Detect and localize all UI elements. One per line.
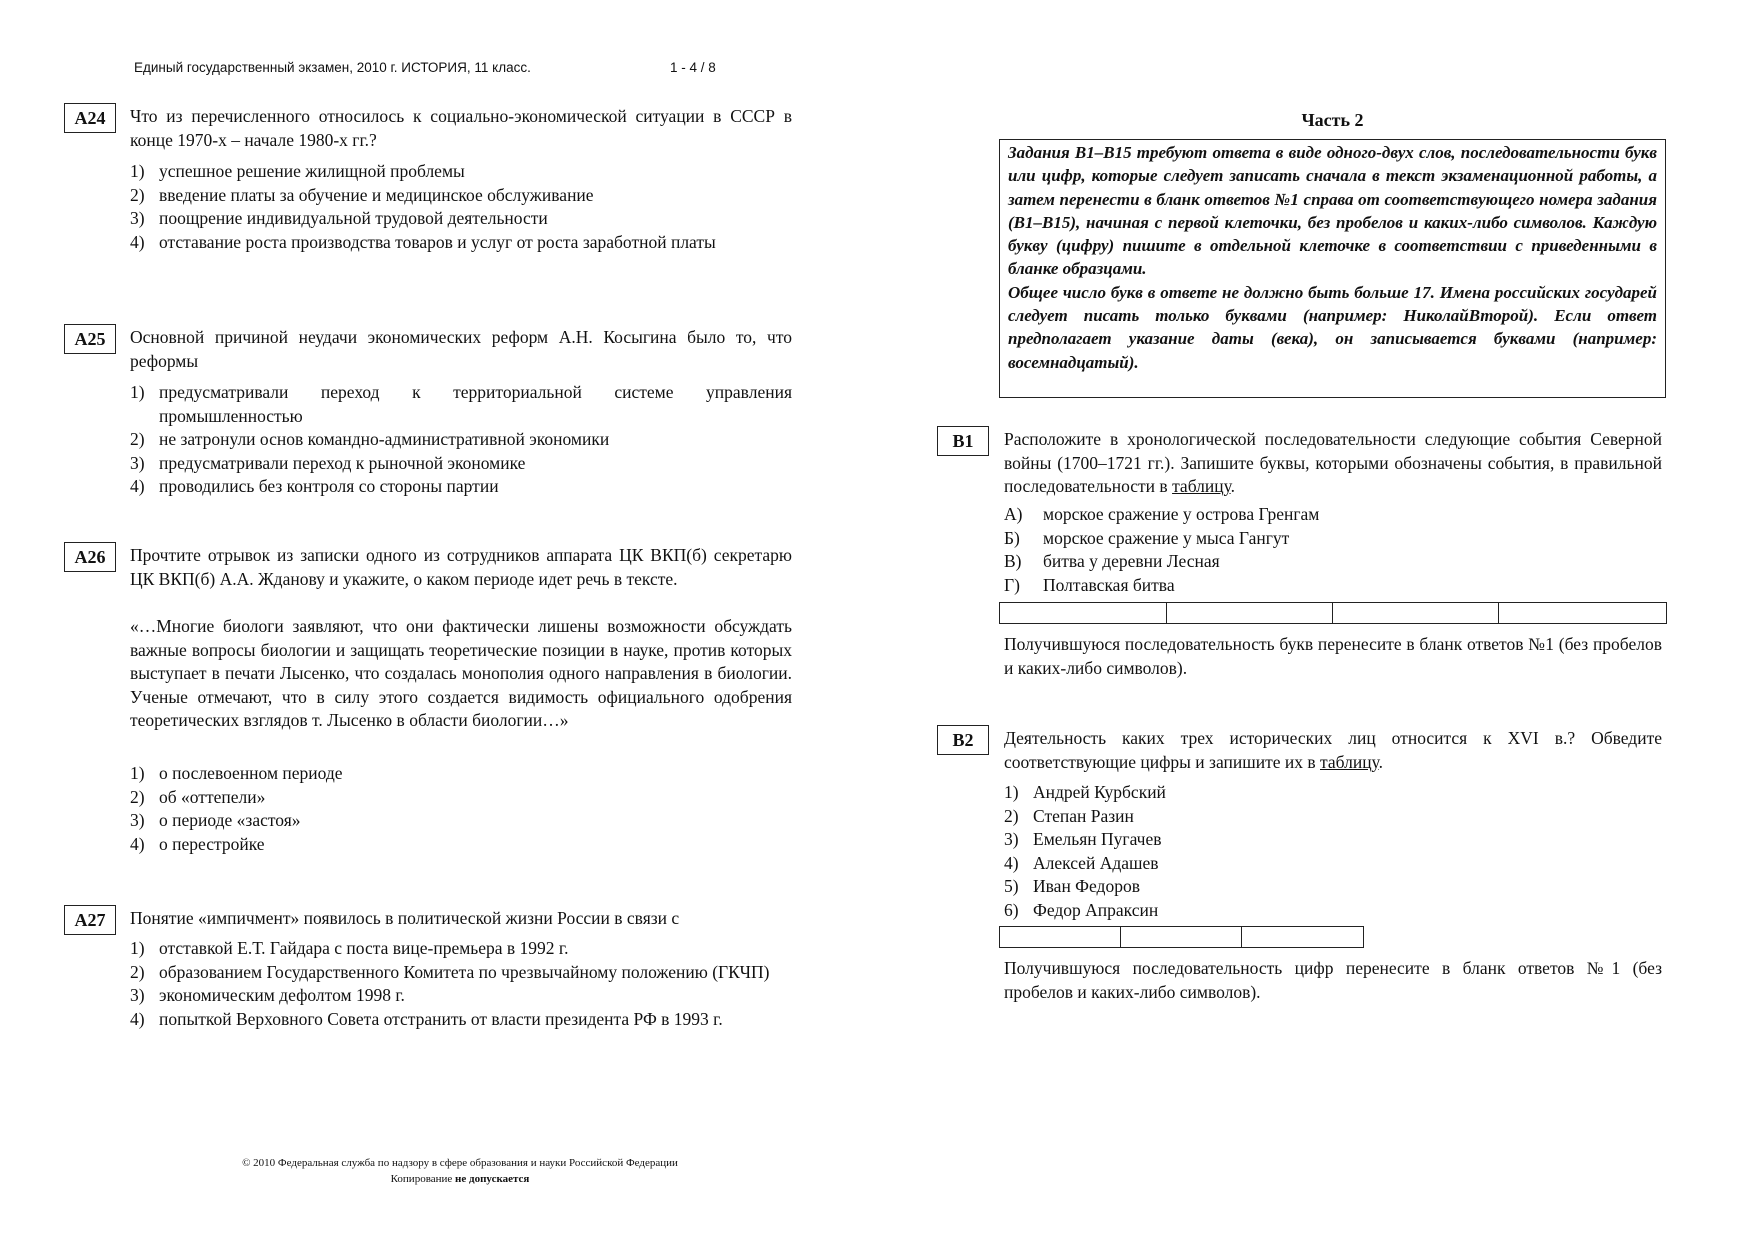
task-a26-options	[130, 762, 792, 856]
option: 3) предусматривали переход к рыночной экономике	[130, 452, 526, 473]
option: Б) морское сражение у мыса Гангут	[1004, 527, 1290, 548]
option: 1) успешное решение жилищной проблемы	[130, 161, 465, 181]
task-a24-stem: Что из перечисленного относилось к социально-экономической ситуации в СССР в конце 1970-х – начале 1980-х гг.?	[130, 106, 792, 150]
answer-cell[interactable]	[1333, 603, 1499, 623]
option: 2) введение платы за обучение и медицинское обслуживание	[130, 184, 594, 205]
task-number-a25: A25	[64, 324, 116, 354]
task-number-a26: A26	[64, 542, 116, 572]
option: 2) не затронули основ командно-административной экономики	[130, 429, 610, 449]
answer-cell[interactable]	[1000, 603, 1167, 623]
instructions-paragraph: Общее число букв в ответе не должно быть больше 17. Имена российских государей следует писать только буквами (например: НиколайВторой). Если ответ предполагает указание даты (века), он записывается буквами (например: восемнадцатый).	[1008, 282, 1657, 372]
answer-cell[interactable]	[1000, 927, 1121, 947]
option: 3) поощрение индивидуальной трудовой деятельности	[130, 208, 548, 228]
option: 1) о послевоенном периоде	[130, 763, 343, 783]
task-b2-stem: Деятельность каких трех исторических лиц относится к XVI в.? Обведите соответствующие цифры и запишите их в таблицу.	[1004, 728, 1662, 772]
option: 3) о периоде «застоя»	[130, 810, 301, 830]
task-number-a24: A24	[64, 103, 116, 133]
copyright-line: © 2010 Федеральная служба по надзору в сфере образования и науки Российской Федерации	[242, 1157, 678, 1169]
task-a25-stem: Основной причиной неудачи экономических реформ А.Н. Косыгина было то, что реформы	[130, 327, 792, 371]
task-b1-stem: Расположите в хронологической последовательности следующие события Северной войны (1700–1721 гг.). Запишите буквы, которыми обозначены события, в правильной последовательности в таблицу.	[1004, 429, 1662, 496]
b1-answer-table[interactable]	[999, 602, 1667, 624]
answer-cell[interactable]	[1167, 603, 1334, 623]
option: 1) предусматривали переход к территориальной системе управления промышленностью	[130, 382, 792, 426]
exam-header-title: Единый государственный экзамен, 2010 г. ИСТОРИЯ, 11 класс.	[134, 60, 531, 75]
task-b1-options	[1004, 503, 1662, 597]
option: Г) Полтавская битва	[1004, 574, 1175, 595]
instructions-paragraph: Задания В1–В15 требуют ответа в виде одного-двух слов, последовательности букв или цифр, которые следует записать сначала в текст экзаменационной работы, а затем перенести в бланк ответов №1 справа от соответствующего номера задания (В1–В15), начиная с первой клеточки, без пробелов и каких-либо символов. Каждую букву (цифру) пишите в отдельной клеточке в соответствии с приведенными в бланке образцами.	[1008, 143, 1657, 279]
task-b2-note: Получившуюся последовательность цифр перенесите в бланк ответов №1 (без пробелов и каких-либо символов).	[1004, 958, 1662, 1002]
b2-answer-table[interactable]	[999, 926, 1364, 948]
option: 4) Алексей Адашев	[1004, 852, 1159, 873]
part2-instructions	[999, 139, 1666, 398]
task-number-b2: B2	[937, 725, 989, 755]
page-number: 1 - 4 / 8	[670, 60, 716, 75]
option: 1) отставкой Е.Т. Гайдара с поста вице-премьера в 1992 г.	[130, 938, 569, 958]
table-link: таблицу	[1320, 751, 1379, 772]
task-a27-options	[130, 937, 792, 1031]
task-a27-stem: Понятие «импичмент» появилось в политической жизни России в связи с	[130, 908, 680, 928]
option: 3) Емельян Пугачев	[1004, 829, 1162, 849]
option: А) морское сражение у острова Гренгам	[1004, 504, 1320, 524]
task-a24-options	[130, 160, 792, 254]
option: 6) Федор Апраксин	[1004, 899, 1159, 920]
task-a25-options	[130, 381, 792, 499]
task-b1-note: Получившуюся последовательность букв перенесите в бланк ответов №1 (без пробелов и каких-либо символов).	[1004, 634, 1662, 678]
table-link: таблицу	[1172, 476, 1231, 496]
option: В) битва у деревни Лесная	[1004, 551, 1220, 571]
task-a26-stem: Прочтите отрывок из записки одного из сотрудников аппарата ЦК ВКП(б) секретарю ЦК ВКП(б) А.А. Жданову и укажите, о каком периоде идет речь в тексте.	[130, 545, 792, 589]
copyright-footer	[0, 1155, 920, 1187]
option: 4) отставание роста производства товаров и услуг от роста заработной платы	[130, 231, 716, 252]
option: 3) экономическим дефолтом 1998 г.	[130, 985, 405, 1005]
option: 4) попыткой Верховного Совета отстранить от власти президента РФ в 1993 г.	[130, 1008, 723, 1029]
option: 2) Степан Разин	[1004, 805, 1134, 826]
option: 1) Андрей Курбский	[1004, 782, 1166, 802]
option: 2) образованием Государственного Комитета по чрезвычайному положению (ГКЧП)	[130, 961, 770, 982]
task-number-b1: B1	[937, 426, 989, 456]
answer-cell[interactable]	[1499, 603, 1667, 623]
answer-cell[interactable]	[1242, 927, 1363, 947]
answer-cell[interactable]	[1121, 927, 1241, 947]
option: 4) о перестройке	[130, 833, 265, 854]
task-a26-quote: «…Многие биологи заявляют, что они фактически лишены возможности обсуждать важные вопросы биологии и защищать теоретические позиции в науке, против которых выступает в печати Лысенко, что создалась монополия одного направления в биологии. Ученые отмечают, что в силу этого создается видимость официального одобрения теоретических взглядов т. Лысенко в области биологии…»	[130, 616, 792, 730]
task-b2-options	[1004, 781, 1662, 922]
task-number-a27: A27	[64, 905, 116, 935]
option: 4) проводились без контроля со стороны партии	[130, 476, 499, 496]
part2-title: Часть 2	[1301, 110, 1364, 130]
copy-restriction-line: Копирование не допускается	[390, 1173, 530, 1185]
option: 2) об «оттепели»	[130, 786, 266, 807]
option: 5) Иван Федоров	[1004, 876, 1140, 896]
